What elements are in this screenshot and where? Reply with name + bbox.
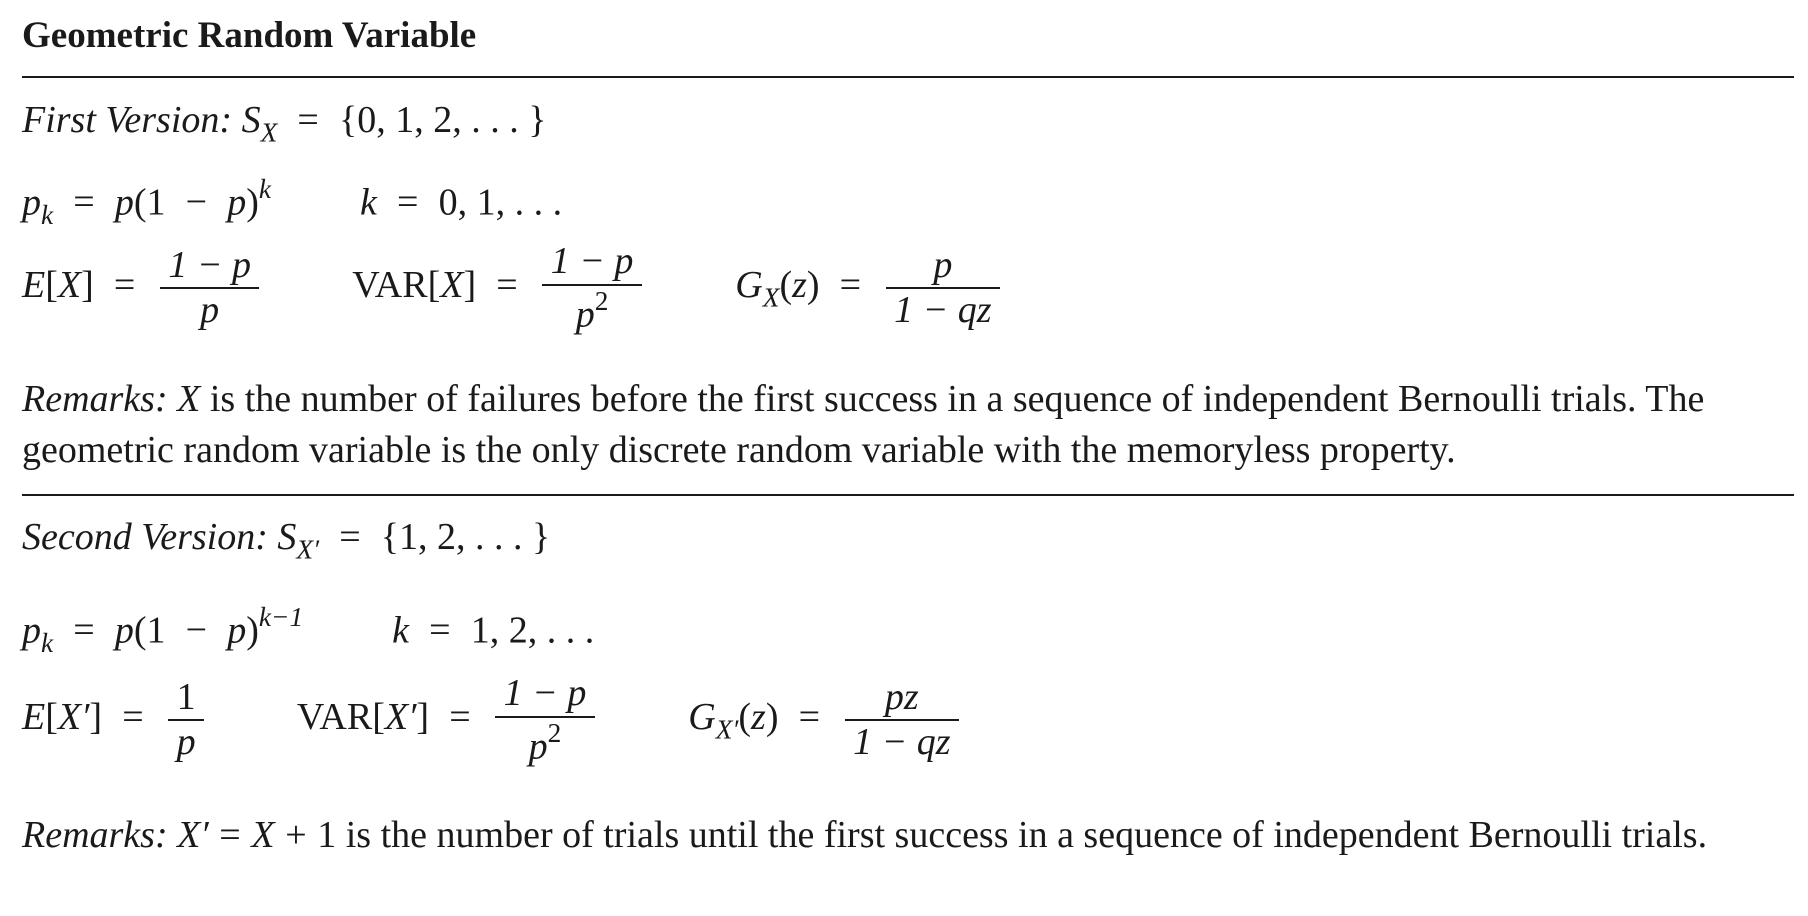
first-var-label: VAR	[352, 264, 428, 307]
second-support-values: {1, 2, . . . }	[380, 516, 551, 558]
top-rule	[22, 76, 1794, 78]
second-generating-fraction: $\frac{pz}{1 - qz}$	[845, 676, 959, 765]
second-k-range: 1, 2, . . .	[470, 609, 595, 652]
first-version-support: First Version: $S_X = \{0$, 1, 2, . . . }	[22, 99, 547, 148]
second-mean-fraction: $\frac{1}{p}$	[168, 676, 204, 765]
first-k-range: 0, 1, . . .	[438, 181, 563, 224]
second-var-label: VAR	[296, 696, 373, 739]
second-pmf: $p_k = p(1 - p)^{k-1}$ k = 1, 2, . . .	[22, 602, 595, 658]
second-version-heading: Second Version:	[22, 516, 268, 558]
second-remarks-text: is the number of trials until the first success in a sequence of independent Bernoulli trials.	[336, 814, 1708, 856]
formula-table	[22, 0, 1794, 916]
second-pmf-exponent: k−1	[258, 602, 304, 632]
table-title: Geometric Random Variable	[22, 15, 477, 56]
middle-rule	[22, 494, 1794, 496]
first-version-heading: First Version:	[22, 99, 233, 141]
first-variance-fraction: $\frac{1 - p}{p^2}$	[542, 240, 641, 337]
first-moments: E[X] = $\frac{1 - p}{p}$ VAR[X] = $\frac{1 - p}{p^2}$ $G_X(z)$ = $\frac{p}{1 - qz}$	[22, 240, 1004, 337]
second-variance-fraction: $\frac{1 - p}{p^2}$	[495, 672, 594, 769]
first-remarks: Remarks: X is the number of failures before the first success in a sequence of independent Bernoulli trials. The geometric random variable is the only discrete random variable with the memoryless property.	[22, 378, 1705, 471]
second-remarks-label: Remarks:	[22, 814, 168, 856]
first-pmf-exponent: k	[258, 174, 271, 204]
second-remarks: Remarks: X′ = X + 1 is the number of trials until the first success in a sequence of independent Bernoulli trials.	[22, 814, 1708, 856]
second-version-support: Second Version: $S_{X'} = \{1$, 2, . . . }	[22, 516, 551, 565]
second-moments: E[X′] = $\frac{1}{p}$ VAR[X′] = $\frac{1 - p}{p^2}$ $G_{X'}(z)$ = $\frac{pz}{1 - qz}$	[22, 672, 963, 769]
first-mean-fraction: $\frac{1 - p}{p}$	[160, 244, 259, 333]
first-pmf: $p_k = p(1 - p)^k$ k = 0, 1, . . .	[22, 174, 563, 230]
first-remarks-label: Remarks:	[22, 378, 168, 420]
first-generating-fraction: $\frac{p}{1 - qz}$	[886, 244, 1000, 333]
first-support-values: {0, 1, 2, . . . }	[338, 99, 547, 141]
first-remarks-text: is the number of failures before the first success in a sequence of independent Bernoulli trials. The geometric random variable is the only discrete random variable with the memoryless property.	[22, 378, 1705, 471]
